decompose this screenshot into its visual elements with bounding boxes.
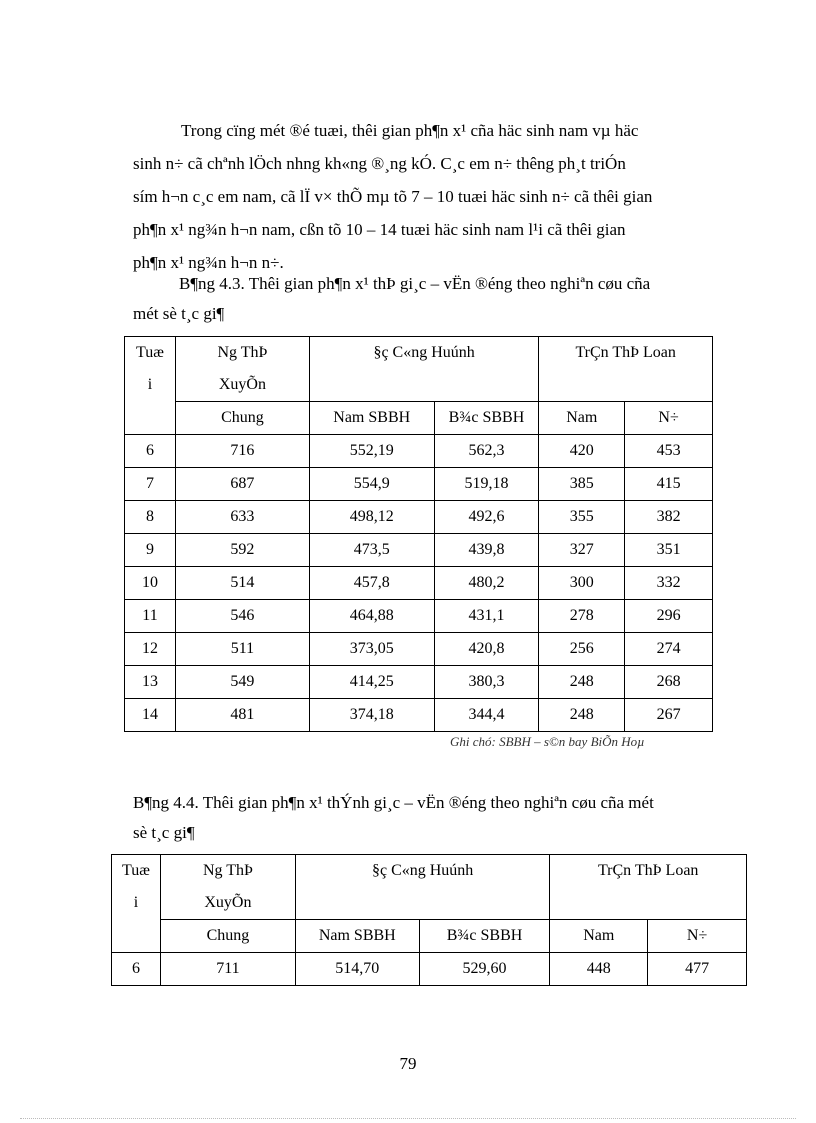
table2-caption bbox=[133, 788, 725, 848]
table1-caption bbox=[133, 269, 725, 329]
cell: 514 bbox=[175, 567, 309, 600]
cell: 355 bbox=[539, 501, 625, 534]
cell: 480,2 bbox=[434, 567, 539, 600]
cell: 274 bbox=[625, 633, 713, 666]
table2-caption-line2: sè t¸c gi¶ bbox=[133, 823, 195, 842]
paragraph-line: sím h¬n c¸c em nam, cã lÏ v× thÕ mµ tõ 7 – 10 tuæi häc sinh n÷ cã thêi gian bbox=[133, 187, 653, 206]
cell: 448 bbox=[550, 953, 648, 986]
table2-caption-line1: B¶ng 4.4. Thêi gian ph¶n x¹ thÝnh gi¸c – vËn ®éng theo nghiªn cøu cña mét bbox=[133, 793, 654, 812]
cell: 373,05 bbox=[309, 633, 434, 666]
cell: 382 bbox=[625, 501, 713, 534]
cell: 256 bbox=[539, 633, 625, 666]
cell-age: 6 bbox=[112, 953, 161, 986]
cell: 351 bbox=[625, 534, 713, 567]
subheader-bac-sbbh: B¾c SBBH bbox=[419, 920, 550, 953]
cell: 552,19 bbox=[309, 435, 434, 468]
cell: 296 bbox=[625, 600, 713, 633]
header-author1: Ng ThÞ XuyÕn bbox=[175, 337, 309, 402]
header-author3: TrÇn ThÞ Loan bbox=[539, 337, 713, 402]
cell: 481 bbox=[175, 699, 309, 732]
table-row bbox=[125, 435, 713, 468]
table-row bbox=[125, 567, 713, 600]
cell: 498,12 bbox=[309, 501, 434, 534]
cell: 464,88 bbox=[309, 600, 434, 633]
paragraph-line: sinh n÷ cã chªnh lÖch nhng kh«ng ®¸ng kÓ. C¸c em n÷ thêng ph¸t triÓn bbox=[133, 154, 626, 173]
table1-note: Ghi chó: SBBH – s©n bay BiÕn Hoµ bbox=[450, 734, 645, 749]
cell-age: 14 bbox=[125, 699, 176, 732]
cell: 477 bbox=[648, 953, 747, 986]
cell: 327 bbox=[539, 534, 625, 567]
cell: 592 bbox=[175, 534, 309, 567]
cell: 268 bbox=[625, 666, 713, 699]
header-author2: §ç C«ng Huúnh bbox=[309, 337, 539, 402]
cell: 546 bbox=[175, 600, 309, 633]
header-author3: TrÇn ThÞ Loan bbox=[550, 855, 747, 920]
paragraph-line: ph¶n x¹ ng¾n h¬n nam, cßn tõ 10 – 14 tuæi häc sinh nam l¹i cã thêi gian bbox=[133, 220, 626, 239]
cell: 415 bbox=[625, 468, 713, 501]
header-author2: §ç C«ng Huúnh bbox=[295, 855, 549, 920]
table-4-4 bbox=[111, 854, 747, 986]
table1-caption-line1: B¶ng 4.3. Thêi gian ph¶n x¹ thÞ gi¸c – vËn ®éng theo nghiªn cøu cña bbox=[179, 274, 651, 293]
cell-age: 13 bbox=[125, 666, 176, 699]
cell: 457,8 bbox=[309, 567, 434, 600]
cell: 414,25 bbox=[309, 666, 434, 699]
cell: 248 bbox=[539, 699, 625, 732]
cell: 473,5 bbox=[309, 534, 434, 567]
cell-age: 6 bbox=[125, 435, 176, 468]
cell: 633 bbox=[175, 501, 309, 534]
body-paragraph bbox=[133, 114, 723, 279]
table-subheader-row bbox=[112, 920, 747, 953]
paragraph-line: Trong cïng mét ®é tuæi, thêi gian ph¶n x¹ cña häc sinh nam vµ häc bbox=[181, 121, 639, 140]
cell: 554,9 bbox=[309, 468, 434, 501]
cell: 278 bbox=[539, 600, 625, 633]
table-row bbox=[125, 666, 713, 699]
table-row bbox=[125, 468, 713, 501]
table-row bbox=[112, 953, 747, 986]
subheader-nam-sbbh: Nam SBBH bbox=[295, 920, 419, 953]
cell: 431,1 bbox=[434, 600, 539, 633]
table-header-row bbox=[125, 337, 713, 402]
table-4-3 bbox=[124, 336, 713, 732]
cell: 267 bbox=[625, 699, 713, 732]
cell: 511 bbox=[175, 633, 309, 666]
page-number: 79 bbox=[399, 1054, 417, 1073]
cell: 439,8 bbox=[434, 534, 539, 567]
header-age: Tuæ i bbox=[125, 337, 176, 435]
table-header-row bbox=[112, 855, 747, 920]
cell: 248 bbox=[539, 666, 625, 699]
subheader-nu: N÷ bbox=[648, 920, 747, 953]
table-row bbox=[125, 600, 713, 633]
subheader-bac-sbbh: B¾c SBBH bbox=[434, 402, 539, 435]
cell: 529,60 bbox=[419, 953, 550, 986]
cell: 344,4 bbox=[434, 699, 539, 732]
table-row bbox=[125, 633, 713, 666]
cell-age: 10 bbox=[125, 567, 176, 600]
cell-age: 8 bbox=[125, 501, 176, 534]
cell: 519,18 bbox=[434, 468, 539, 501]
cell: 453 bbox=[625, 435, 713, 468]
page-bottom-divider bbox=[20, 1118, 796, 1119]
table-row bbox=[125, 534, 713, 567]
cell: 687 bbox=[175, 468, 309, 501]
cell: 562,3 bbox=[434, 435, 539, 468]
cell: 492,6 bbox=[434, 501, 539, 534]
subheader-nam-sbbh: Nam SBBH bbox=[309, 402, 434, 435]
cell: 332 bbox=[625, 567, 713, 600]
cell: 420,8 bbox=[434, 633, 539, 666]
cell-age: 7 bbox=[125, 468, 176, 501]
header-age: Tuæ i bbox=[112, 855, 161, 953]
cell-age: 12 bbox=[125, 633, 176, 666]
cell-age: 9 bbox=[125, 534, 176, 567]
cell: 549 bbox=[175, 666, 309, 699]
cell: 374,18 bbox=[309, 699, 434, 732]
table-row bbox=[125, 699, 713, 732]
cell: 711 bbox=[160, 953, 295, 986]
subheader-nu: N÷ bbox=[625, 402, 713, 435]
subheader-chung: Chung bbox=[175, 402, 309, 435]
cell-age: 11 bbox=[125, 600, 176, 633]
cell: 514,70 bbox=[295, 953, 419, 986]
subheader-chung: Chung bbox=[160, 920, 295, 953]
table1-caption-line2: mét sè t¸c gi¶ bbox=[133, 304, 225, 323]
cell: 716 bbox=[175, 435, 309, 468]
table-subheader-row bbox=[125, 402, 713, 435]
header-author1: Ng ThÞ XuyÕn bbox=[160, 855, 295, 920]
cell: 300 bbox=[539, 567, 625, 600]
cell: 385 bbox=[539, 468, 625, 501]
paragraph-line: ph¶n x¹ ng¾n h¬n n÷. bbox=[133, 253, 284, 272]
subheader-nam: Nam bbox=[550, 920, 648, 953]
cell: 380,3 bbox=[434, 666, 539, 699]
table-row bbox=[125, 501, 713, 534]
subheader-nam: Nam bbox=[539, 402, 625, 435]
cell: 420 bbox=[539, 435, 625, 468]
